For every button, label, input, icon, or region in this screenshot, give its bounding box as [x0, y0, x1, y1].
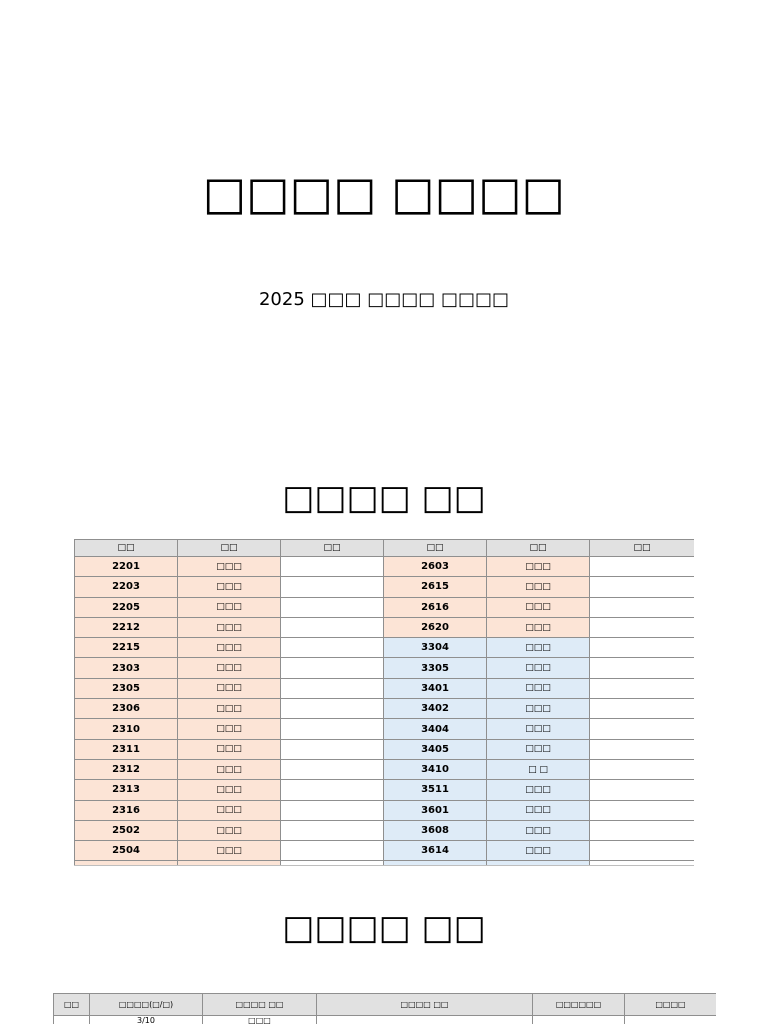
member-name-right: □□□ — [487, 780, 590, 800]
member-id-left: 2504 — [75, 841, 178, 861]
member-id-left: 2201 — [75, 557, 178, 577]
member-id-right: 3601 — [384, 800, 487, 820]
member-note-right — [590, 800, 695, 820]
member-row — [75, 678, 695, 698]
member-id-right: 2620 — [384, 617, 487, 637]
members-table — [74, 539, 694, 866]
member-note-right — [590, 577, 695, 597]
member-note-left — [281, 841, 384, 861]
column-header-id-right: □□ — [384, 540, 487, 557]
member-id-left: 2215 — [75, 638, 178, 658]
member-cell-empty — [590, 861, 695, 866]
member-name-left: □□□ — [178, 557, 281, 577]
member-name-left: □□□ — [178, 617, 281, 637]
member-name-right: □□□ — [487, 699, 590, 719]
member-note-right — [590, 638, 695, 658]
member-name-right: □□□ — [487, 617, 590, 637]
member-name-left: □□□ — [178, 577, 281, 597]
member-note-right — [590, 617, 695, 637]
activity-cell-date: 3/10 — [90, 1016, 203, 1024]
column-header-note-left: □□ — [281, 540, 384, 557]
member-name-right: □□□ — [487, 577, 590, 597]
member-id-right: 3304 — [384, 638, 487, 658]
member-row — [75, 577, 695, 597]
member-note-right — [590, 841, 695, 861]
member-name-left: □□□ — [178, 800, 281, 820]
member-note-left — [281, 780, 384, 800]
member-note-left — [281, 617, 384, 637]
member-cell-empty — [384, 861, 487, 866]
members-section-heading: □□□□ □□ — [282, 478, 486, 518]
member-name-left: □□□ — [178, 597, 281, 617]
member-note-right — [590, 557, 695, 577]
member-name-right: □□□ — [487, 638, 590, 658]
member-row — [75, 658, 695, 678]
member-id-right: 2615 — [384, 577, 487, 597]
member-note-right — [590, 699, 695, 719]
member-name-right: □□□ — [487, 820, 590, 840]
member-name-right: □□□ — [487, 597, 590, 617]
member-id-right: 3608 — [384, 820, 487, 840]
member-note-left — [281, 719, 384, 739]
member-name-right: □□□ — [487, 678, 590, 698]
document-subtitle: 2025 □□□ □□□□ □□□□ — [258, 289, 510, 310]
activity-header-participants: □□□□□□ — [533, 994, 625, 1016]
member-row-partial — [75, 861, 695, 866]
activity-header-no: □□ — [54, 994, 90, 1016]
member-note-left — [281, 557, 384, 577]
members-table-container — [74, 539, 694, 866]
member-note-right — [590, 820, 695, 840]
member-note-left — [281, 658, 384, 678]
member-note-right — [590, 678, 695, 698]
member-name-left: □□□ — [178, 678, 281, 698]
member-id-left: 2502 — [75, 820, 178, 840]
member-name-left: □□□ — [178, 658, 281, 678]
members-table-header-row — [75, 540, 695, 557]
member-note-left — [281, 699, 384, 719]
member-name-left: □□□ — [178, 820, 281, 840]
member-id-right: 2603 — [384, 557, 487, 577]
member-name-right: □□□ — [487, 557, 590, 577]
member-row — [75, 699, 695, 719]
member-note-right — [590, 719, 695, 739]
member-row — [75, 739, 695, 759]
member-name-right: □□□ — [487, 658, 590, 678]
member-name-left: □□□ — [178, 719, 281, 739]
member-row — [75, 617, 695, 637]
member-row — [75, 780, 695, 800]
column-header-id-left: □□ — [75, 540, 178, 557]
member-id-right: 2616 — [384, 597, 487, 617]
column-header-name-left: □□ — [178, 540, 281, 557]
member-id-left: 2316 — [75, 800, 178, 820]
member-note-right — [590, 739, 695, 759]
member-id-left: 2205 — [75, 597, 178, 617]
activity-cell-confirm — [625, 1016, 717, 1024]
member-id-left: 2212 — [75, 617, 178, 637]
member-row — [75, 719, 695, 739]
member-cell-empty — [487, 861, 590, 866]
member-note-right — [590, 780, 695, 800]
activity-table-container — [53, 993, 716, 1024]
member-name-left: □□□ — [178, 739, 281, 759]
member-note-left — [281, 597, 384, 617]
member-id-right: 3511 — [384, 780, 487, 800]
activity-header-content: □□□□ □□ — [317, 994, 533, 1016]
member-name-left: □□□ — [178, 638, 281, 658]
activity-table-header-row — [54, 994, 717, 1016]
member-row — [75, 597, 695, 617]
member-row — [75, 820, 695, 840]
member-id-right: 3305 — [384, 658, 487, 678]
document-title: □□□□ □□□□ — [202, 166, 566, 220]
member-note-right — [590, 759, 695, 779]
member-id-left: 2311 — [75, 739, 178, 759]
member-name-left: □□□ — [178, 780, 281, 800]
member-cell-empty — [178, 861, 281, 866]
member-name-right: □ □ — [487, 759, 590, 779]
member-name-right: □□□ — [487, 800, 590, 820]
member-note-left — [281, 678, 384, 698]
member-id-left: 2313 — [75, 780, 178, 800]
activity-header-confirm: □□□□ — [625, 994, 717, 1016]
member-row — [75, 557, 695, 577]
member-id-right: 3410 — [384, 759, 487, 779]
member-name-right: □□□ — [487, 739, 590, 759]
activity-cell-place: □□□ — [203, 1016, 317, 1024]
column-header-name-right: □□ — [487, 540, 590, 557]
member-id-left: 2203 — [75, 577, 178, 597]
activity-cell-participants — [533, 1016, 625, 1024]
column-header-note-right: □□ — [590, 540, 695, 557]
activity-cell-no — [54, 1016, 90, 1024]
member-id-right: 3401 — [384, 678, 487, 698]
member-note-right — [590, 658, 695, 678]
member-id-left: 2312 — [75, 759, 178, 779]
member-row — [75, 759, 695, 779]
member-name-right: □□□ — [487, 719, 590, 739]
member-id-left: 2305 — [75, 678, 178, 698]
member-row — [75, 800, 695, 820]
members-table-body — [75, 557, 695, 867]
member-id-left: 2303 — [75, 658, 178, 678]
member-name-left: □□□ — [178, 699, 281, 719]
member-id-right: 3402 — [384, 699, 487, 719]
member-name-left: □□□ — [178, 759, 281, 779]
member-id-left: 2310 — [75, 719, 178, 739]
activity-header-place: □□□□ □□ — [203, 994, 317, 1016]
member-note-left — [281, 820, 384, 840]
activity-header-date: □□□□(□/□) — [90, 994, 203, 1016]
member-name-left: □□□ — [178, 841, 281, 861]
member-note-right — [590, 597, 695, 617]
member-cell-empty — [281, 861, 384, 866]
member-note-left — [281, 759, 384, 779]
member-name-right: □□□ — [487, 841, 590, 861]
member-id-right: 3404 — [384, 719, 487, 739]
member-cell-empty — [75, 861, 178, 866]
member-note-left — [281, 638, 384, 658]
activity-row — [54, 1016, 717, 1024]
member-note-left — [281, 739, 384, 759]
member-id-right: 3405 — [384, 739, 487, 759]
activity-cell-content — [317, 1016, 533, 1024]
member-id-left: 2306 — [75, 699, 178, 719]
member-id-right: 3614 — [384, 841, 487, 861]
member-row — [75, 638, 695, 658]
member-note-left — [281, 577, 384, 597]
activity-table — [53, 993, 716, 1024]
activity-section-heading: □□□□ □□ — [282, 908, 486, 948]
member-row — [75, 841, 695, 861]
member-note-left — [281, 800, 384, 820]
